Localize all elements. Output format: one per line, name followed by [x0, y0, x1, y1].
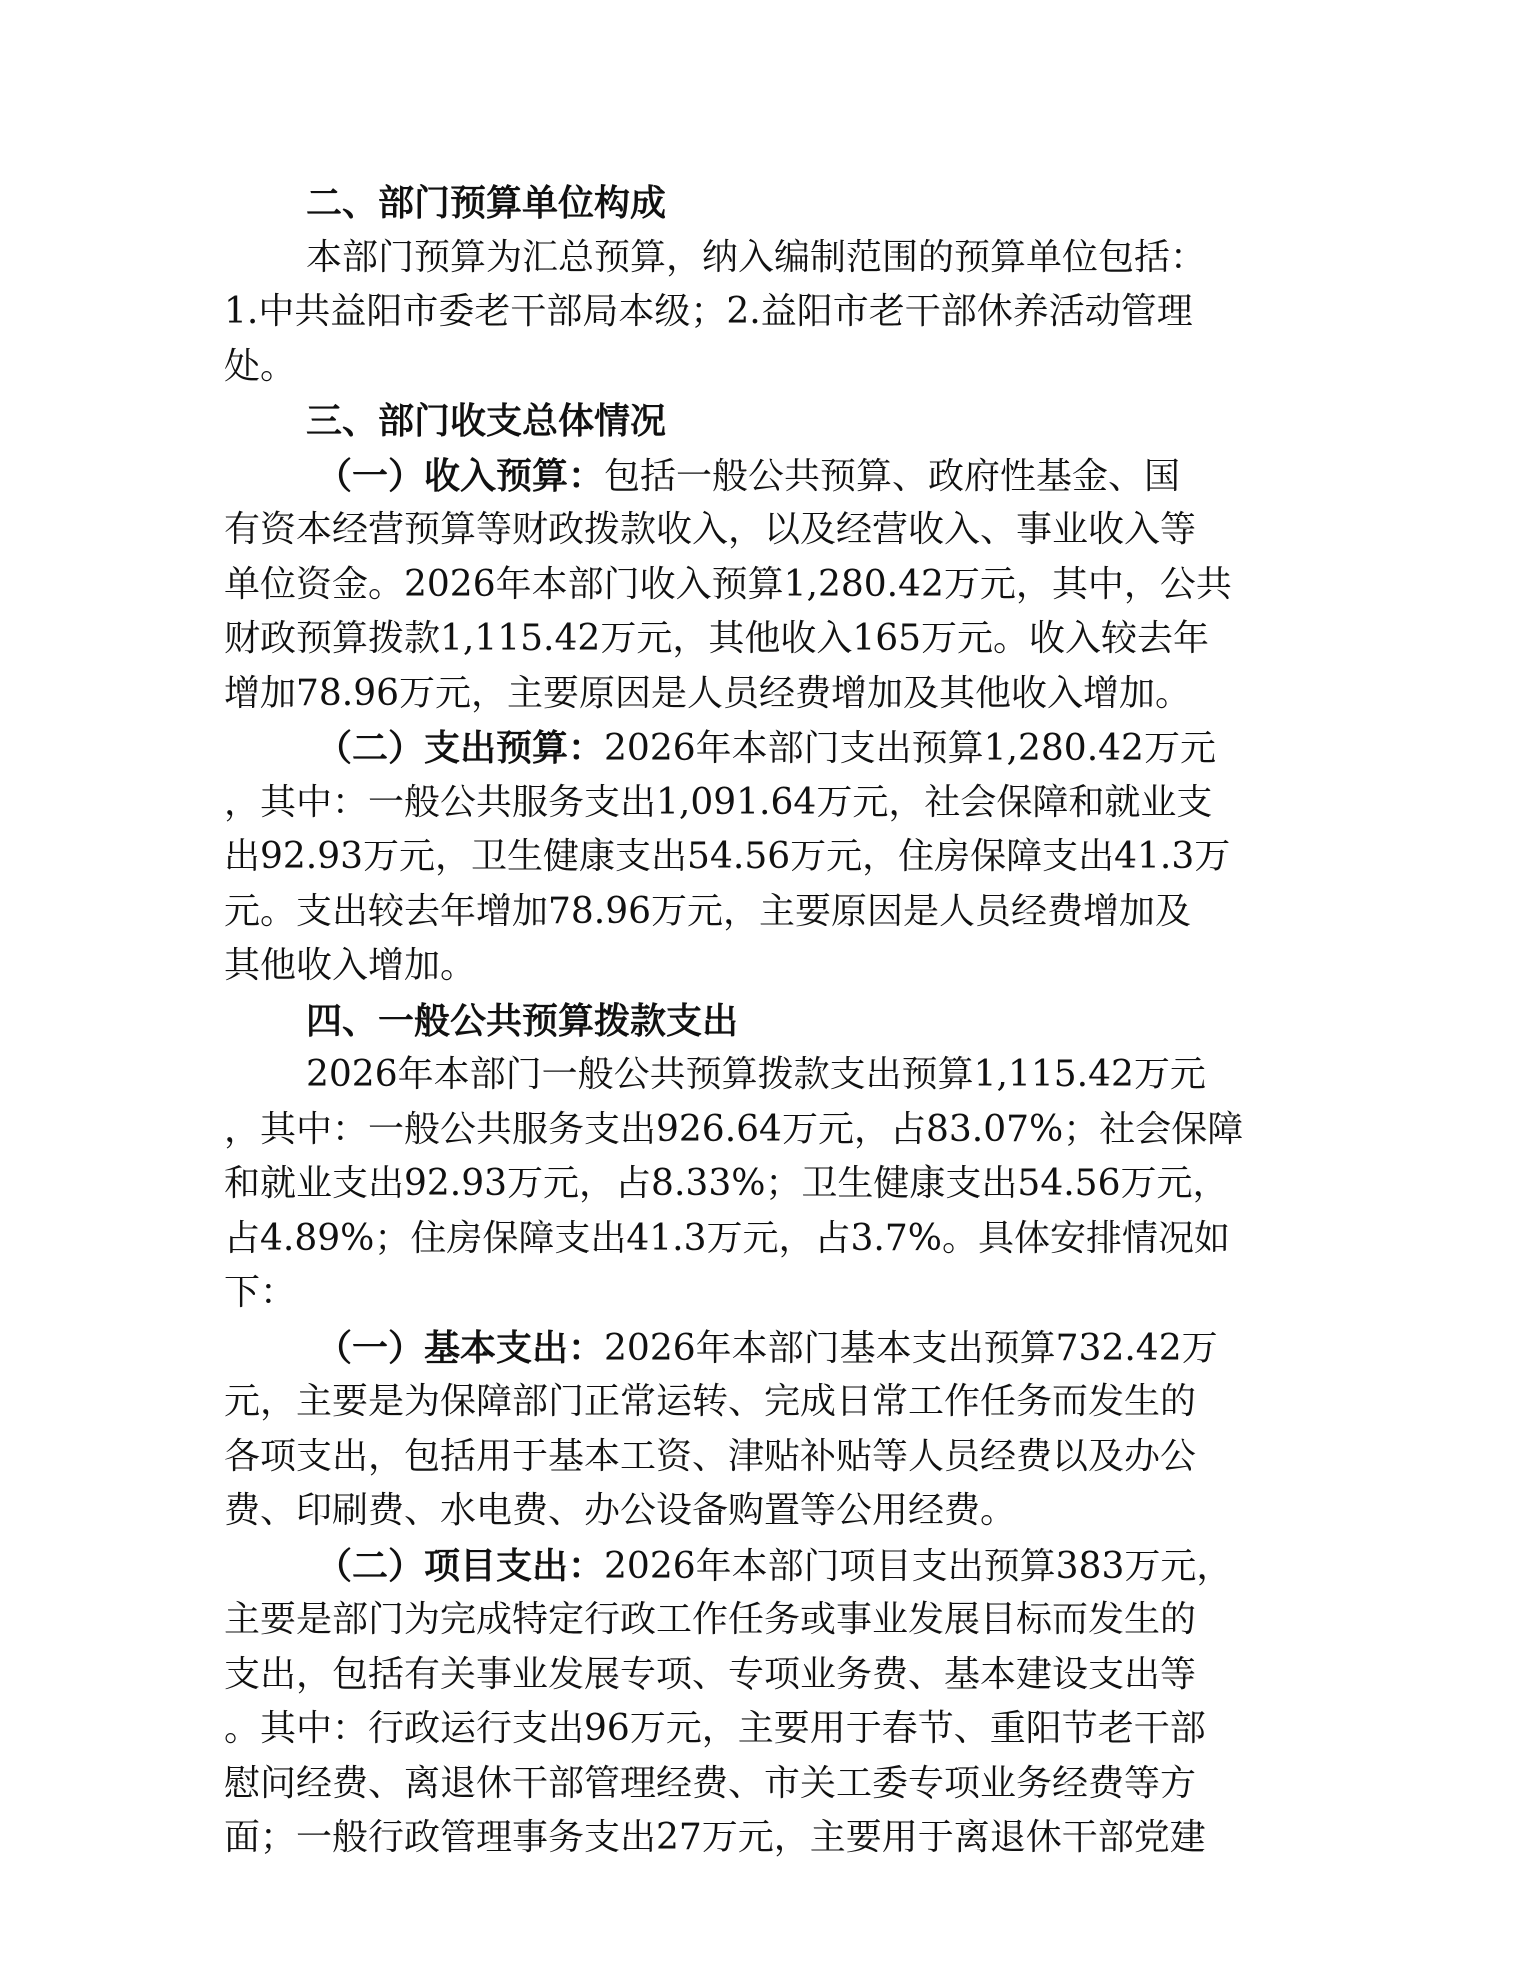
paragraph-line: 出92.93万元，卫生健康支出54.56万元，住房保障支出41.3万	[224, 836, 1231, 877]
paragraph-line: 占4.89%；住房保障支出41.3万元，占3.7%。具体安排情况如	[224, 1217, 1230, 1259]
paragraph-line: 其他收入增加。	[224, 945, 477, 986]
paragraph-line: 有资本经营预算等财政拨款收入，以及经营收入、事业收入等	[224, 509, 1197, 550]
paragraph-line: ，其中：一般公共服务支出926.64万元，占83.07%；社会保障	[224, 1108, 1244, 1150]
paragraph-line: ，其中：一般公共服务支出1,091.64万元，社会保障和就业支	[224, 781, 1213, 823]
subheading-expenditure-budget: （二）支出预算：	[316, 727, 605, 769]
paragraph-line: 财政预算拨款1,115.42万元，其他收入165万元。收入较去年	[224, 618, 1210, 659]
section-heading-4: 四、一般公共预算拨款支出	[306, 999, 739, 1042]
paragraph-line	[224, 721, 1314, 776]
paragraph-line: 。其中：行政运行支出96万元，主要用于春节、重阳节老干部	[224, 1708, 1206, 1749]
subheading-income-budget: （一）收入预算：	[316, 454, 605, 497]
paragraph-line: 面；一般行政管理事务支出27万元，主要用于离退休干部党建	[224, 1817, 1206, 1858]
paragraph-line: 支出，包括有关事业发展专项、专项业务费、基本建设支出等	[224, 1653, 1197, 1695]
section-heading-3: 三、部门收支总体情况	[306, 400, 667, 442]
section-heading-2: 二、部门预算单位构成	[306, 182, 667, 224]
paragraph-line: 2026年本部门一般公共预算拨款支出预算1,115.42万元	[306, 1054, 1206, 1095]
paragraph-line	[224, 449, 1314, 504]
paragraph-line: 元。支出较去年增加78.96万元，主要原因是人员经费增加及	[224, 890, 1192, 932]
paragraph-line: 和就业支出92.93万元，占8.33%；卫生健康支出54.56万元，	[224, 1163, 1229, 1204]
subheading-project-expenditure: （二）项目支出：	[316, 1544, 605, 1587]
paragraph-line: 主要是部门为完成特定行政工作任务或事业发展目标而发生的	[224, 1599, 1197, 1640]
document-body	[224, 176, 1314, 1866]
paragraph-line: 慰问经费、离退休干部管理经费、市关工委专项业务经费等方	[224, 1762, 1197, 1804]
paragraph-text: 2026年本部门项目支出预算383万元，	[604, 1545, 1233, 1587]
paragraph-line	[224, 1539, 1314, 1594]
paragraph-text: 包括一般公共预算、政府性基金、国	[604, 455, 1181, 497]
paragraph-text: 2026年本部门基本支出预算732.42万	[604, 1327, 1218, 1369]
paragraph-line: 元，主要是为保障部门正常运转、完成日常工作任务而发生的	[224, 1381, 1197, 1422]
paragraph-line: 各项支出，包括用于基本工资、津贴补贴等人员经费以及办公	[224, 1435, 1197, 1477]
subheading-basic-expenditure: （一）基本支出：	[316, 1326, 605, 1369]
paragraph-line: 费、印刷费、水电费、办公设备购置等公用经费。	[224, 1490, 1017, 1531]
paragraph-line: 增加78.96万元，主要原因是人员经费增加及其他收入增加。	[224, 672, 1192, 714]
paragraph-line: 1.中共益阳市委老干部局本级；2.益阳市老干部休养活动管理	[224, 291, 1193, 332]
paragraph-line: 下：	[224, 1272, 297, 1313]
paragraph-text: 2026年本部门支出预算1,280.42万元	[604, 728, 1216, 769]
paragraph-line: 本部门预算为汇总预算，纳入编制范围的预算单位包括：	[306, 236, 1207, 278]
paragraph-line: 处。	[224, 345, 297, 387]
paragraph-line	[224, 1321, 1314, 1376]
paragraph-line: 单位资金。2026年本部门收入预算1,280.42万元，其中，公共	[224, 563, 1232, 605]
